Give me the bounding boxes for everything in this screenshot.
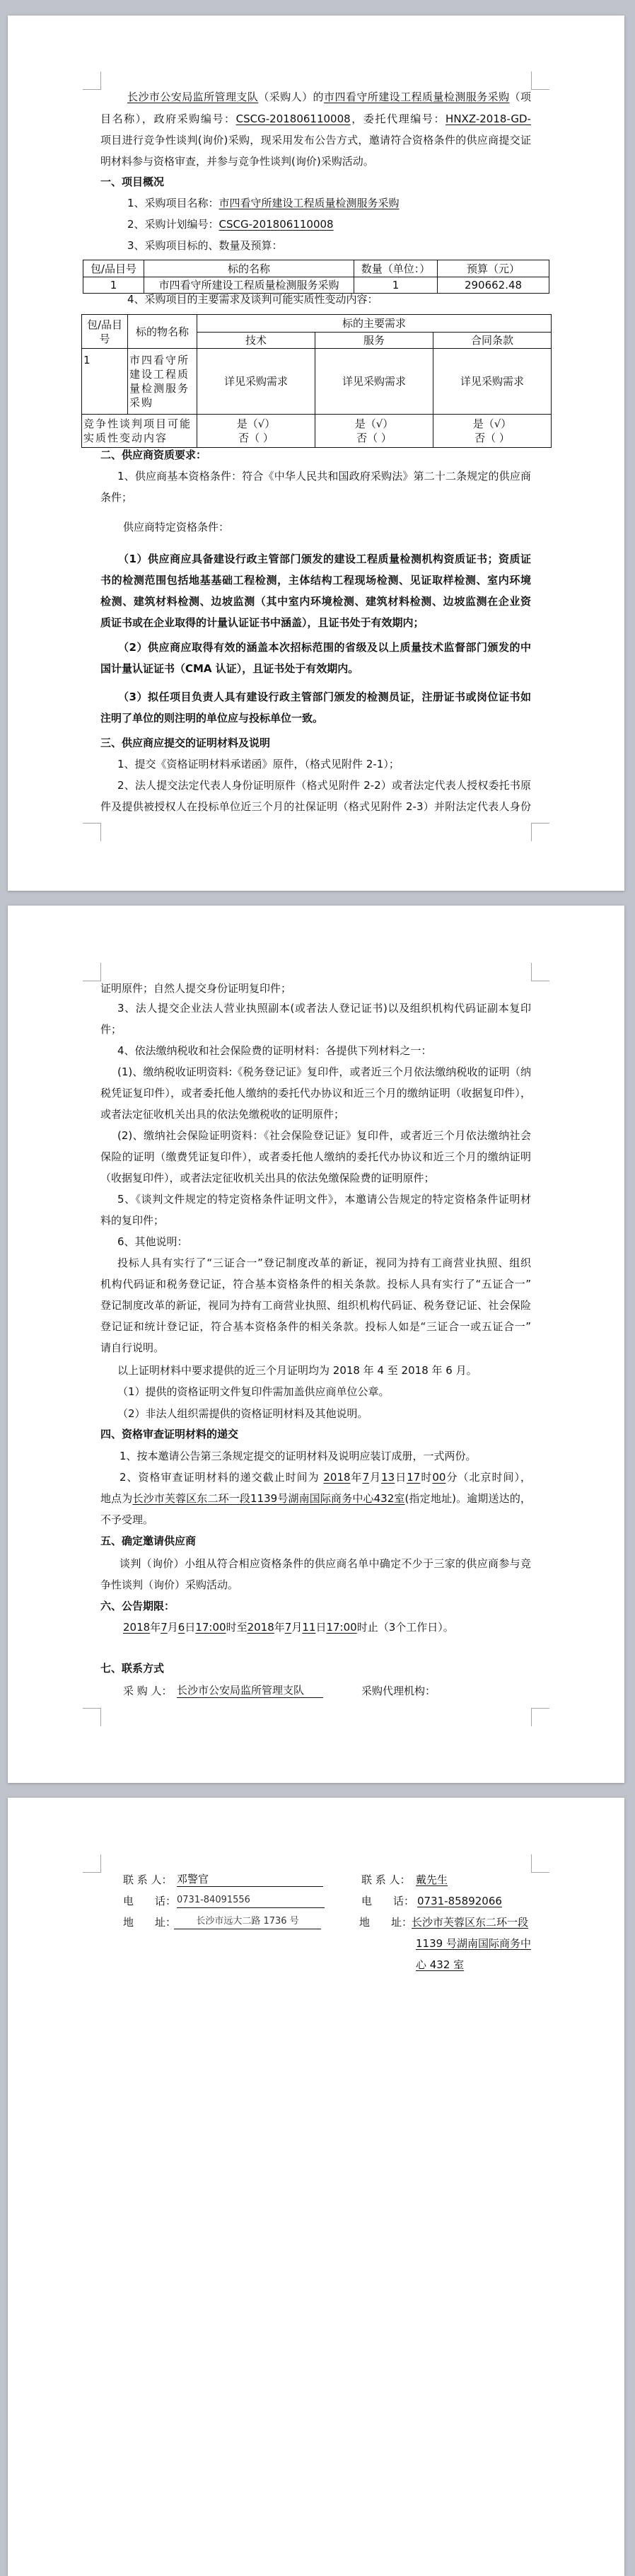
underlined-value: 17:00 [326, 1621, 357, 1634]
text-segment: （项 [509, 91, 531, 103]
budget-table [83, 260, 549, 294]
text-segment: (指定地址)。逾期送达的， [404, 1492, 531, 1505]
text-line [100, 1171, 435, 1185]
text-line [117, 1385, 390, 1399]
yes-checked: 是（√） [236, 417, 276, 430]
underlined-value: 11 [302, 1621, 316, 1634]
text-line [117, 778, 531, 792]
text-line [100, 490, 132, 504]
text-segment: 争性谈判（询价）采购活动。 [100, 1578, 239, 1591]
text-line [100, 1086, 531, 1100]
text-segment: 国计量认证证书（CMA 认证），且证书处于有效期内。 [100, 662, 359, 675]
text-segment: 六、公告期限： [100, 1600, 175, 1612]
text-segment: 质证书或在企业取得的计量认证证书中涵盖），且证书处于有效期内； [100, 616, 424, 629]
text-line [100, 616, 424, 630]
text-line [118, 690, 531, 704]
purchaser-label: 采 购 人： [123, 1685, 173, 1697]
text-line [120, 1449, 477, 1463]
underlined-value: 2018 [247, 1621, 274, 1634]
text-line [123, 520, 229, 534]
text-line [120, 1470, 531, 1484]
text-line [100, 981, 291, 995]
underlined-value: 长沙市芙蓉区东二环一段1139号湖南国际商务中心432室 [132, 1492, 405, 1505]
text-segment: 供应商特定资格条件： [123, 521, 230, 533]
text-line [100, 1213, 164, 1228]
underlined-value: 7 [284, 1621, 292, 1634]
text-line [100, 154, 374, 168]
section-heading [100, 1427, 238, 1441]
text-segment: 4、采购项目的主要需求及谈判可能实质性变动内容： [127, 293, 378, 306]
no-option: 否（ ） [238, 432, 274, 444]
margin-corner-mark [83, 1854, 101, 1873]
text-line [127, 238, 283, 253]
header-cell: 服务 [315, 333, 433, 349]
text-line [100, 573, 531, 587]
section-heading [100, 1599, 175, 1613]
text-segment: 三、供应商应提交的证明材料及说明 [100, 737, 271, 749]
text-segment: 月 [291, 1621, 303, 1634]
text-line [127, 217, 334, 231]
text-line [117, 1001, 531, 1015]
text-segment: 时至 [226, 1621, 247, 1634]
text-line [100, 1022, 122, 1036]
table-cell: 竞争性谈判项目可能实质性变动内容 [82, 415, 197, 448]
underlined-value: 6 [177, 1621, 185, 1634]
contact-label: 联 系 人： [123, 1873, 173, 1886]
document-page-1 [8, 16, 624, 891]
address-label: 地 址： [359, 1916, 413, 1929]
table-cell: 市四看守所建设工程质量检测服务采购 [128, 349, 197, 415]
text-segment: 一、项目概况 [100, 175, 165, 188]
header-cell: 包/品目号 [82, 315, 128, 349]
margin-corner-mark [83, 1708, 101, 1726]
underlined-value: CSCG-201806110008 [235, 112, 351, 125]
text-segment: 1、按本邀请公告第三条规定提交的证明材料及说明应装订成册，一式两份。 [120, 1450, 477, 1462]
text-line [100, 1513, 153, 1527]
text-line [100, 1491, 531, 1506]
text-segment: 七、联系方式 [100, 1662, 165, 1675]
document-page-3 [8, 1798, 624, 2576]
text-segment: 登记制度改革的新证，视同为持有工商营业执照、组织机构代码证、税务登记证、社会保险 [100, 1299, 531, 1312]
section-heading [100, 1661, 164, 1675]
table-cell: 市四看守所建设工程质量检测服务采购 [144, 277, 354, 294]
address-label: 地 址： [123, 1916, 177, 1929]
text-segment: 时止（3个工作日）。 [356, 1621, 454, 1634]
header-cell: 合同条款 [433, 333, 552, 349]
requirements-table [81, 314, 552, 448]
contact-value: 戴先生 [416, 1873, 448, 1886]
text-segment: 年 [150, 1621, 161, 1634]
text-line [123, 1620, 454, 1634]
text-segment: 或者法定征收机关出具的依法免缴税收的证明原件； [100, 1108, 345, 1121]
text-segment: （1）供应商应具备建设行政主管部门颁发的建设工程质量检测机构资质证书；资质证 [118, 553, 531, 565]
text-segment: （3）拟任项目负责人具有建设行政主管部门颁发的检测员证，注册证书或岗位证书如 [118, 691, 531, 703]
text-line [117, 757, 400, 771]
text-line [100, 1578, 238, 1592]
header-cell: 包/品目号 [83, 260, 144, 277]
document-page-2 [8, 906, 624, 1783]
text-segment: （2）供应商应取得有效的涵盖本次招标范围的省级及以上质量技术监督部门颁发的中 [118, 641, 531, 654]
yes-checked: 是（√） [472, 417, 512, 430]
text-segment: (2)、缴纳社会保险证明资料：《社会保险登记证》复印件，或者近三个月依法缴纳社会 [117, 1129, 531, 1142]
text-segment: 明材料参与资格审查，并参与竞争性谈判(询价)采购活动。 [100, 155, 374, 168]
underlined-value: HNXZ-2018-GD- [445, 112, 531, 125]
text-segment: 6、其他说明： [117, 1235, 188, 1248]
text-segment: (1)、缴纳税收证明资料:《税务登记证》复印件，或者近三个月依法缴纳税收的证明（纳 [117, 1065, 531, 1078]
text-line [117, 1363, 477, 1377]
text-line [117, 1044, 432, 1058]
margin-corner-mark [531, 963, 549, 981]
text-segment: 1、采购项目名称： [127, 197, 219, 209]
text-segment: 地点为 [100, 1492, 133, 1505]
text-segment: 2、法人提交法定代表人身份证明原件（格式见附件 2-2）或者法定代表人授权委托书原 [117, 779, 531, 792]
text-segment: 四、资格审查证明材料的递交 [100, 1428, 239, 1440]
text-segment: 月 [167, 1621, 178, 1634]
table-row [83, 277, 549, 294]
text-line [118, 640, 531, 654]
text-line [127, 90, 531, 104]
table-cell: 详见采购需求 [315, 349, 433, 415]
text-segment: 证明原件；自然人提交身份证明复印件； [100, 982, 292, 995]
text-segment: 目名称），政府采购编号： [100, 112, 236, 125]
text-segment: 3、法人提交企业法人营业执照副本(或者法人登记证书)以及组织机构代码证副本复印 [117, 1002, 531, 1015]
text-line [127, 196, 400, 210]
table-cell [197, 415, 315, 448]
section-heading [100, 1534, 196, 1548]
text-segment: 五、确定邀请供应商 [100, 1535, 197, 1547]
phone-label: 电 话： [123, 1895, 177, 1907]
text-segment: 请自行说明。 [100, 1341, 165, 1354]
text-segment: 件； [100, 1023, 122, 1036]
text-segment: 机构代码证和税务登记证，符合基本资格条件的相关条款。投标人具有实行了“五证合一” [100, 1278, 531, 1290]
text-segment: 1、提交《资格证明材料承诺函》原件，（格式见附件 2-1）； [117, 758, 400, 770]
underlined-value: 2018 [323, 1471, 351, 1484]
contact-label: 联 系 人： [361, 1873, 411, 1886]
underlined-value: 17:00 [195, 1621, 226, 1634]
header-cell: 标的物名称 [128, 315, 197, 349]
header-cell: 标的名称 [144, 260, 354, 277]
text-segment: 2、资格审查证明材料的递交截止时间为 [120, 1471, 324, 1484]
table-cell [315, 415, 433, 448]
text-segment: 年 [274, 1621, 285, 1634]
text-segment: 2、采购计划编号： [127, 218, 219, 231]
text-segment: ，委托代理编号： [350, 112, 446, 125]
purchaser-value: 长沙市公安局监所管理支队 [177, 1683, 323, 1698]
text-segment: 税凭证复印件），或者委托他人缴纳的委托代办协议和近三个月的缴纳证明（收据复印件）， [100, 1087, 531, 1099]
no-option: 否（ ） [356, 432, 392, 444]
text-line [100, 1150, 531, 1164]
text-segment: 以上证明材料中要求提供的近三个月证明均为 2018 年 4 至 2018 年 6 月。 [117, 1364, 477, 1377]
section-heading [100, 448, 206, 462]
text-segment: 不予受理。 [100, 1513, 154, 1526]
underlined-value: 长沙市公安局监所管理支队 [127, 91, 259, 103]
table-cell: 1 [83, 277, 144, 294]
text-segment: 3、采购项目标的、数量及预算： [127, 239, 283, 252]
text-segment: （2）非法人组织需提供的资格证明材料及其他说明。 [117, 1407, 368, 1420]
text-line [100, 133, 531, 147]
text-line [117, 1192, 531, 1206]
underlined-value: 7 [161, 1621, 168, 1634]
phone-value: 0731-85892066 [417, 1895, 502, 1907]
table-cell: 详见采购需求 [433, 349, 552, 415]
text-line [117, 469, 531, 483]
address-value-line: 心 432 室 [416, 1958, 465, 1971]
text-line [100, 1319, 531, 1334]
text-segment: 检测、建筑材料检测、边坡监测（其中室内环境检测、建筑材料检测、边坡监测在企业资 [100, 595, 531, 608]
text-line [100, 1277, 531, 1291]
yes-checked: 是（√） [354, 417, 394, 430]
table-row [82, 415, 552, 448]
table-cell: 1 [82, 349, 128, 415]
text-segment: 日 [395, 1471, 407, 1484]
text-line [100, 1107, 344, 1121]
address-value-line: 长沙市芙蓉区东二环一段 [412, 1916, 529, 1929]
text-line [117, 1235, 188, 1249]
margin-corner-mark [83, 823, 101, 841]
header-cell: 技术 [197, 333, 315, 349]
text-segment: 二、供应商资质要求： [100, 449, 207, 461]
underlined-value: 市四看守所建设工程质量检测服务采购 [219, 197, 400, 209]
underlined-value: 00 [432, 1471, 446, 1484]
text-line [100, 799, 531, 814]
text-line [100, 711, 323, 725]
text-segment: 月 [369, 1471, 382, 1484]
table-cell: 1 [354, 277, 438, 294]
text-segment: 投标人具有实行了“三证合一”登记制度改革的新证，视同为持有工商营业执照、组织 [117, 1257, 531, 1269]
text-segment: 保险的证明（缴费凭证复印件），或者委托他人缴纳的委托代办协议和近三个月的缴纳证明 [100, 1150, 531, 1163]
margin-corner-mark [531, 823, 549, 841]
header-cell: 预算（元） [438, 260, 549, 277]
text-line [100, 662, 359, 676]
address-value-line: 1139 号湖南国际商务中 [416, 1937, 531, 1950]
text-line [100, 1341, 164, 1355]
phone-value: 0731-84091556 [177, 1893, 325, 1908]
table-header-row [83, 260, 549, 277]
text-segment: 1、供应商基本资格条件：符合《中华人民共和国政府采购法》第二十二条规定的供应商 [117, 470, 531, 483]
text-line [117, 1256, 531, 1270]
underlined-value: CSCG-201806110008 [219, 218, 334, 231]
text-segment: （收据复印件），或者法定征收机关出具的依法免缴保险费的证明原件； [100, 1172, 435, 1184]
text-segment: 时 [420, 1471, 433, 1484]
text-segment: （1）提供的资格证明文件复印件需加盖供应商单位公章。 [117, 1385, 390, 1398]
section-heading [100, 736, 270, 750]
section-heading [100, 175, 164, 189]
underlined-value: 13 [381, 1471, 395, 1484]
text-segment: 谈判（询价）小组从符合相应资格条件的供应商名单中确定不少于三家的供应商参与竞 [120, 1557, 531, 1570]
text-line [127, 292, 378, 306]
table-cell: 详见采购需求 [197, 349, 315, 415]
agency-label: 采购代理机构： [361, 1685, 436, 1697]
text-segment: 日 [185, 1621, 196, 1634]
text-line [100, 1298, 531, 1312]
text-segment: 料的复印件； [100, 1214, 165, 1227]
underlined-value: 2018 [123, 1621, 151, 1634]
text-line [117, 1065, 531, 1079]
margin-corner-mark [83, 963, 101, 981]
text-segment: 注明了单位的则注明的单位应与投标单位一致。 [100, 712, 324, 724]
margin-corner-mark [531, 1708, 549, 1726]
text-line [100, 112, 531, 126]
text-segment: 登记证和统计登记证，符合基本资格条件的相关条款。投标人如是“三证合一或五证合一” [100, 1320, 531, 1333]
text-segment: 分（北京时间）， [445, 1471, 531, 1484]
margin-corner-mark [531, 1854, 549, 1873]
address-value: 长沙市远大二路 1736 号 [174, 1914, 321, 1929]
text-segment: 书的检测范围包括地基基础工程检测，主体结构工程现场检测、见证取样检测、室内环境 [100, 574, 531, 587]
text-line [120, 1556, 531, 1571]
phone-label: 电 话： [361, 1895, 415, 1907]
underlined-value: 17 [407, 1471, 421, 1484]
text-segment: 件及提供被授权人在投标单位近三个月的社保证明（格式见附件 2-3）并附法定代表人身份 [100, 800, 531, 813]
text-line [117, 1128, 531, 1143]
text-segment: 年 [350, 1471, 363, 1484]
table-cell [433, 415, 552, 448]
header-cell: 标的主要需求 [197, 315, 552, 333]
text-line [118, 552, 531, 566]
table-cell: 290662.48 [438, 277, 549, 294]
table-row [82, 349, 552, 415]
text-line [117, 1407, 368, 1421]
header-cell: 数量（单位：） [354, 260, 438, 277]
margin-corner-mark [83, 71, 101, 90]
contact-value: 邓警官 [177, 1872, 323, 1887]
text-segment: 5、《谈判文件规定的特定资格条件证明文件》，本邀请公告规定的特定资格条件证明材 [117, 1193, 531, 1206]
text-segment: 日 [315, 1621, 327, 1634]
margin-corner-mark [531, 71, 549, 90]
underlined-value: 市四看守所建设工程质量检测服务采购 [324, 91, 510, 103]
text-segment: 4、依法缴纳税收和社会保险费的证明材料：各提供下列材料之一： [117, 1044, 432, 1057]
text-segment: （采购人）的 [258, 91, 324, 103]
no-option: 否（ ） [474, 432, 510, 444]
underlined-value: 7 [362, 1471, 370, 1484]
text-segment: 项目进行竞争性谈判(询价)采购，现采用发布公告方式，邀请符合资格条件的供应商提交证 [100, 134, 531, 146]
text-line [100, 594, 531, 608]
text-segment: 条件； [100, 491, 133, 504]
